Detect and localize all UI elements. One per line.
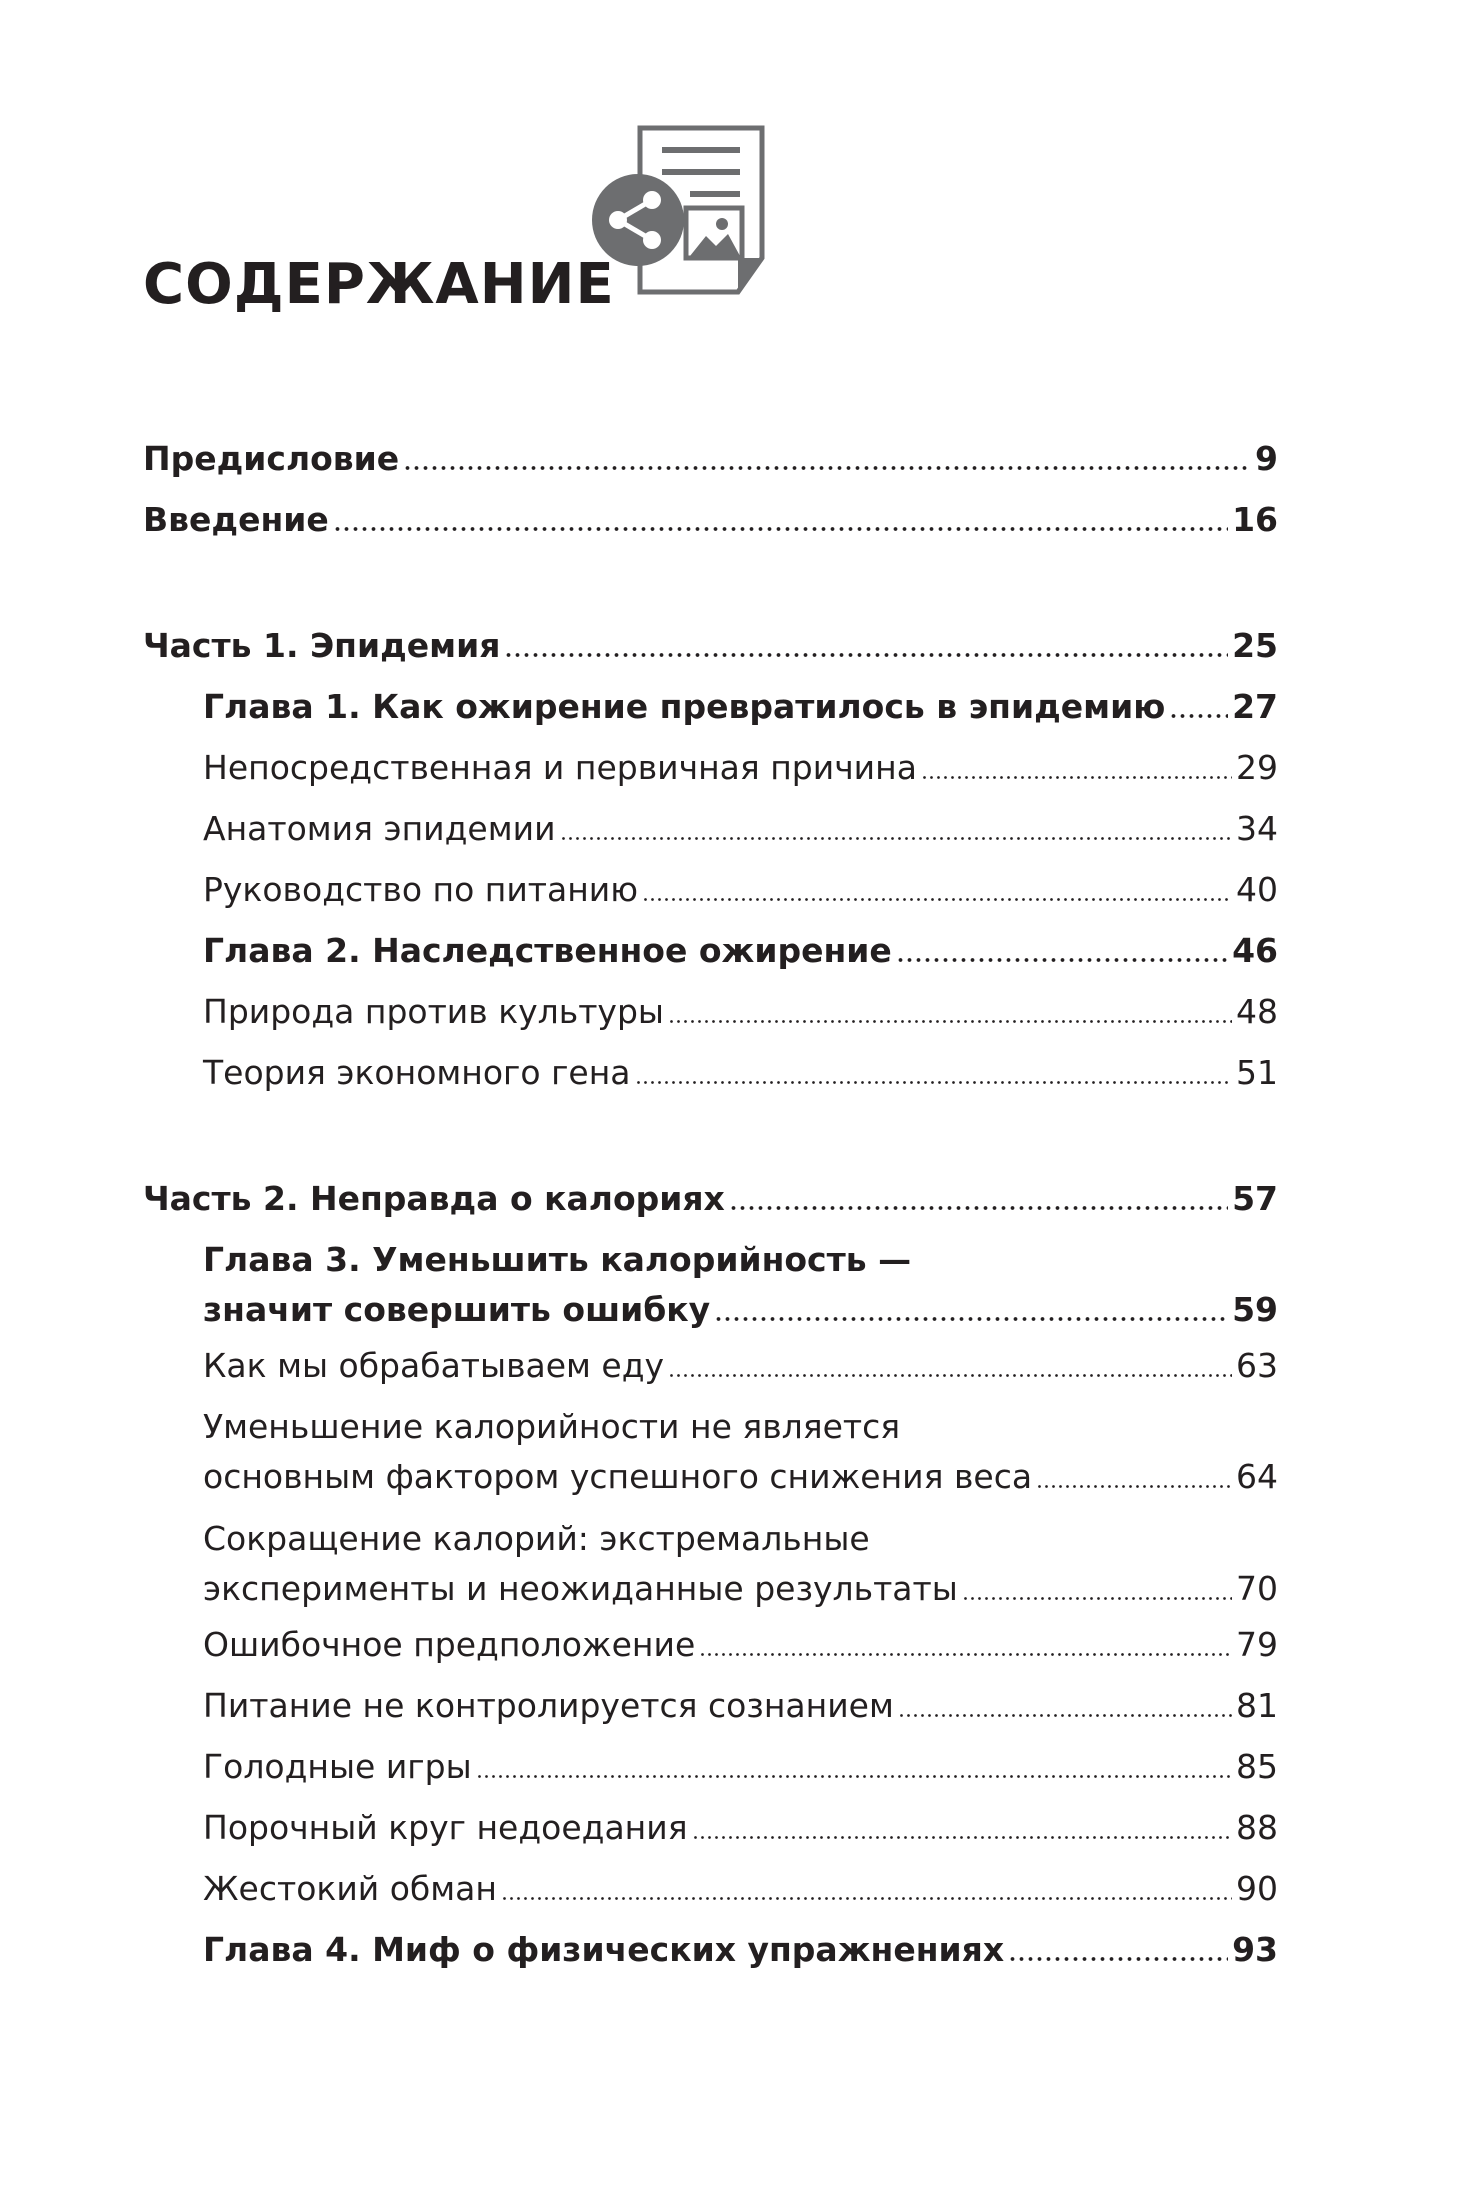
toc-entry [143, 981, 1278, 1042]
toc-entry-page: 25 [1232, 626, 1278, 665]
dot-leader [504, 653, 1228, 657]
toc-entry [143, 428, 1278, 489]
dot-leader [403, 466, 1251, 470]
toc-entry [143, 1514, 1278, 1614]
toc-entry [143, 859, 1278, 920]
dot-leader [1036, 1485, 1232, 1488]
toc-entry [143, 489, 1278, 550]
toc-entry-page: 81 [1236, 1686, 1278, 1725]
toc-entry-page: 9 [1255, 439, 1278, 478]
toc-entry-page: 51 [1236, 1053, 1278, 1092]
toc-entry-page: 46 [1232, 931, 1278, 970]
dot-leader [1008, 1957, 1228, 1961]
dot-leader [501, 1897, 1232, 1900]
dot-leader [898, 1714, 1232, 1717]
toc-entry-label: Часть 1. Эпидемия [143, 626, 501, 665]
dot-leader [699, 1653, 1232, 1656]
dot-leader [962, 1597, 1232, 1600]
toc-entry-label: Руководство по питанию [203, 870, 639, 909]
toc-entry-label: Питание не контролируется сознанием [203, 1686, 894, 1725]
toc-entry-page: 64 [1236, 1457, 1278, 1496]
dot-leader [896, 958, 1228, 962]
share-document-icon [590, 122, 770, 316]
toc-entry-label-line1: Сокращение калорий: экстремальные [203, 1519, 870, 1558]
toc-entry-page: 40 [1236, 870, 1278, 909]
toc-entry [143, 798, 1278, 859]
toc-entry-label: Жестокий обман [203, 1869, 497, 1908]
toc-entry-label: Голодные игры [203, 1747, 472, 1786]
toc-entry-label: Введение [143, 500, 329, 539]
toc-entry-page: 48 [1236, 992, 1278, 1031]
dot-leader [714, 1317, 1228, 1321]
toc-entry [143, 676, 1278, 737]
dot-leader [642, 898, 1232, 901]
dot-leader [668, 1020, 1232, 1023]
toc-entry-label: Предисловие [143, 439, 400, 478]
toc-entry-label: Часть 2. Неправда о калориях [143, 1179, 725, 1218]
dot-leader [333, 527, 1228, 531]
toc-entry-label: Порочный круг недоедания [203, 1808, 688, 1847]
toc-entry-page: 85 [1236, 1747, 1278, 1786]
toc-entry-page: 59 [1232, 1290, 1278, 1329]
toc-entry [143, 1168, 1278, 1229]
toc-entry-label: Глава 2. Наследственное ожирение [203, 931, 892, 970]
toc-entry [143, 1235, 1278, 1335]
page-title: СОДЕРЖАНИЕ [143, 252, 615, 317]
toc-entry-page: 93 [1232, 1930, 1278, 1969]
toc-entry-label: эксперименты и неожиданные результаты [203, 1569, 958, 1608]
toc-entry-page: 90 [1236, 1869, 1278, 1908]
dot-leader [729, 1206, 1228, 1210]
toc-entry [143, 737, 1278, 798]
toc-entry-label: Как мы обрабатываем еду [203, 1346, 665, 1385]
toc-entry-label: Теория экономного гена [203, 1053, 631, 1092]
toc-entry [143, 1736, 1278, 1797]
toc-entry-label-line1: Уменьшение калорийности не является [203, 1407, 901, 1446]
toc-entry-label: Природа против культуры [203, 992, 664, 1031]
toc-entry-label: значит совершить ошибку [203, 1290, 711, 1329]
toc-entry-page: 27 [1232, 687, 1278, 726]
dot-leader [921, 776, 1232, 779]
toc-entry [143, 1675, 1278, 1736]
toc-entry [143, 1919, 1278, 1980]
toc-entry-label: Непосредственная и первичная причина [203, 748, 917, 787]
toc-entry-label: Глава 4. Миф о физических упражнениях [203, 1930, 1005, 1969]
dot-leader [692, 1836, 1232, 1839]
toc-entry [143, 1042, 1278, 1103]
toc-entry-page: 57 [1232, 1179, 1278, 1218]
toc-entry [143, 1614, 1278, 1675]
dot-leader [560, 837, 1232, 840]
toc-entry-label-line1: Глава 3. Уменьшить калорийность — [203, 1240, 912, 1279]
toc-entry-page: 16 [1232, 500, 1278, 539]
toc-entry-page: 34 [1236, 809, 1278, 848]
toc-entry [143, 1858, 1278, 1919]
toc-entry-page: 63 [1236, 1346, 1278, 1385]
toc-entry [143, 615, 1278, 676]
toc-entry [143, 1797, 1278, 1858]
toc-entry-label: Ошибочное предположение [203, 1625, 696, 1664]
toc-entry-page: 29 [1236, 748, 1278, 787]
toc-entry-label: основным фактором успешного снижения веса [203, 1457, 1033, 1496]
toc-entry [143, 1335, 1278, 1396]
toc-entry [143, 920, 1278, 981]
toc-entry-label: Глава 1. Как ожирение превратилось в эпидемию [203, 687, 1166, 726]
toc-entry-page: 88 [1236, 1808, 1278, 1847]
toc-entry-label: Анатомия эпидемии [203, 809, 556, 848]
table-of-contents [143, 428, 1278, 1980]
dot-leader [1169, 714, 1228, 718]
dot-leader [668, 1374, 1232, 1377]
dot-leader [476, 1775, 1232, 1778]
dot-leader [635, 1081, 1232, 1084]
toc-entry [143, 1402, 1278, 1502]
toc-entry-page: 79 [1236, 1625, 1278, 1664]
toc-entry-page: 70 [1236, 1569, 1278, 1608]
